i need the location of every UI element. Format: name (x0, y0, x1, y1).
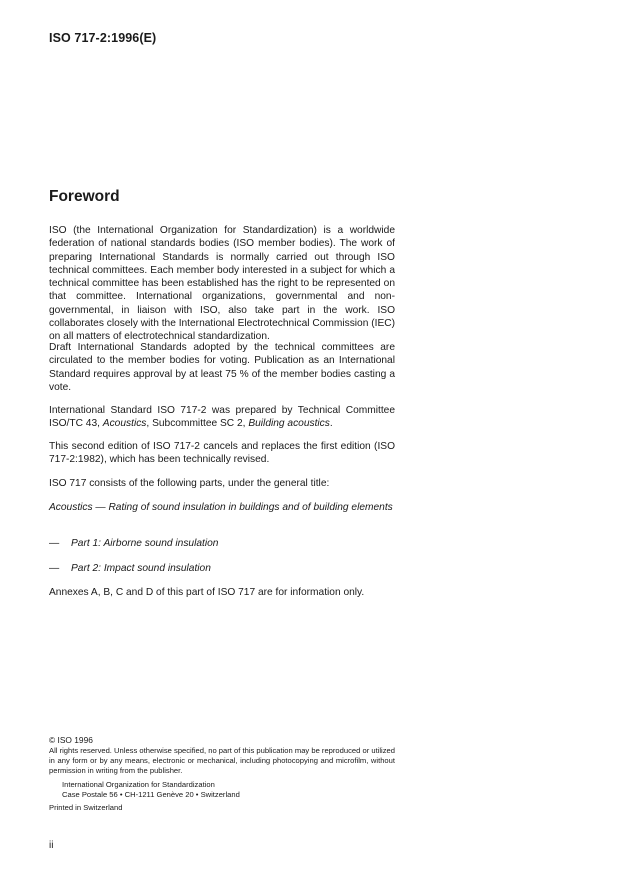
committee-name: Acoustics (102, 418, 147, 430)
document-identifier: ISO 717-2:1996(E) (49, 31, 157, 45)
foreword-paragraph-6: Annexes A, B, C and D of this part of ISO 717 are for information only. (49, 587, 365, 598)
publisher-address (62, 780, 240, 800)
general-title: Acoustics — Rating of sound insulation in buildings and of building elements (49, 502, 393, 513)
organization-address: Case Postale 56 • CH-1211 Genève 20 • Switzerland (62, 790, 240, 800)
paragraph-3-text-middle: , Subcommittee SC 2, (146, 418, 249, 430)
part-list-item (49, 562, 211, 575)
subcommittee-name: Building acoustics (248, 418, 330, 430)
foreword-paragraph-2: Draft International Standards adopted by the technical committees are circulated to the member bodies for voting. Publication as an International Standard requires approval by at least 75 % of the member bodies casting a vote. (49, 342, 395, 393)
page-number: ii (49, 840, 54, 851)
part-1-label: Part 1: Airborne sound insulation (71, 538, 219, 549)
dash-marker: — (49, 563, 60, 574)
foreword-paragraph-5: ISO 717 consists of the following parts, under the general title: (49, 478, 330, 489)
paragraph-3-text-end: . (329, 418, 333, 430)
foreword-paragraph-4: This second edition of ISO 717-2 cancels and replaces the first edition (ISO 717-2:1982), which has been technically revised. (49, 441, 395, 466)
paragraph-3-text-start: International Standard ISO 717-2 was prepared by Technical Committee ISO/TC 43, (49, 405, 395, 430)
part-2-label: Part 2: Impact sound insulation (71, 563, 211, 574)
dash-marker: — (49, 538, 60, 549)
rights-statement: All rights reserved. Unless otherwise specified, no part of this publication may be reproduced or utilized in any form or by any means, electronic or mechanical, including photocopying and microfilm, without permission in writing from the publisher. (49, 746, 395, 776)
foreword-paragraph-1: ISO (the International Organization for Standardization) is a worldwide federation of national standards bodies (ISO member bodies). The work of preparing International Standards is normally carried out through ISO technical committees. Each member body interested in a subject for which a technical committee has been established has the right to be represented on that committee. International organizations, governmental and non-governmental, in liaison with ISO, also take part in the work. ISO collaborates closely with the International Electrotechnical Commission (IEC) on all matters of electrotechnical standardization. (49, 225, 395, 343)
page-title: Foreword (49, 188, 120, 205)
organization-name: International Organization for Standardization (62, 780, 215, 789)
copyright-notice: © ISO 1996 (49, 735, 93, 745)
foreword-paragraph-3 (49, 404, 395, 431)
printed-in: Printed in Switzerland (49, 803, 123, 812)
part-list-item (49, 537, 218, 550)
